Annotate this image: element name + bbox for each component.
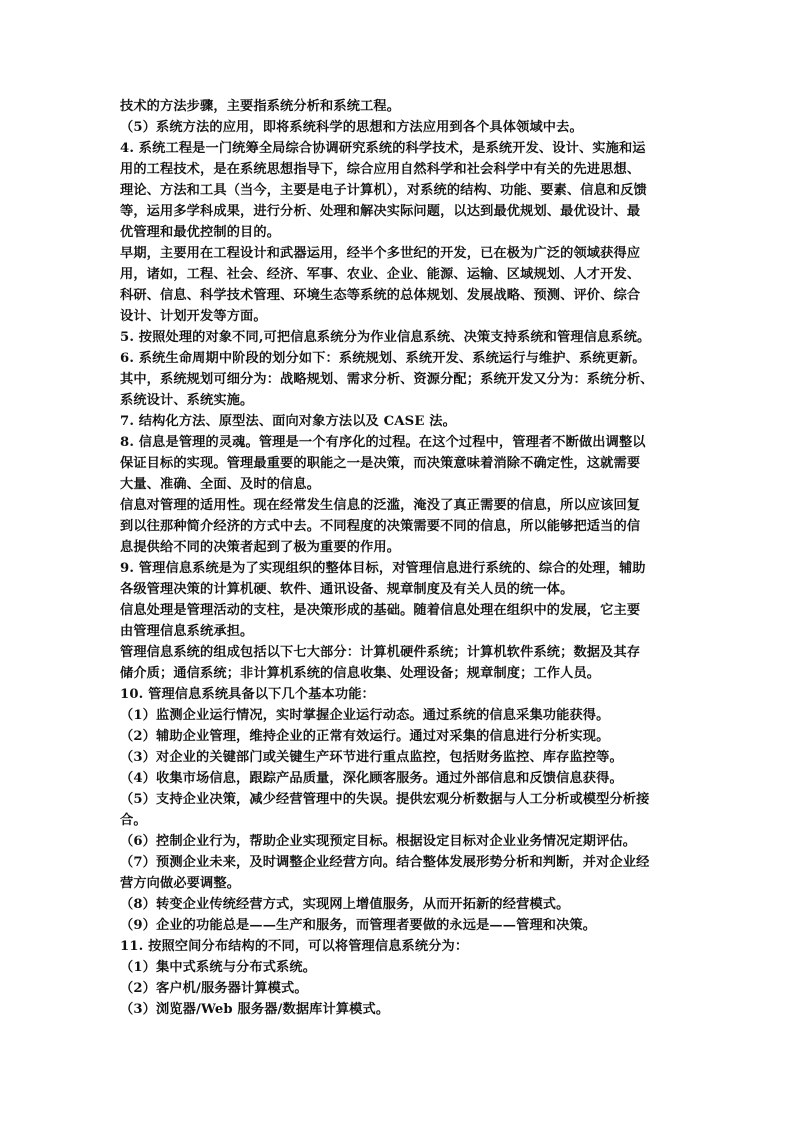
text-line: 大量、准确、全面、及时的信息。	[120, 477, 321, 492]
text-line: 营方向做必要调整。	[120, 876, 241, 891]
text-line: （2）辅助企业管理，维持企业的正常有效运行。通过对采集的信息进行分析实现。	[120, 729, 610, 744]
text-line: 4. 系统工程是一门统筹全局综合协调研究系统的科学技术，是系统开发、设计、实施和运	[120, 141, 646, 156]
text-line: （5）系统方法的应用，即将系统科学的思想和方法应用到各个具体领域中去。	[120, 120, 583, 135]
text-line: 信息处理是管理活动的支柱，是决策形成的基础。随着信息处理在组织中的发展，它主要	[120, 603, 641, 618]
text-line: 息提供给不同的决策者起到了极为重要的作用。	[120, 540, 401, 555]
text-line: 科研、信息、科学技术管理、环境生态等系统的总体规划、发展战略、预测、评价、综合	[120, 288, 641, 303]
text-line: 系统设计、系统实施。	[120, 393, 254, 408]
text-line: 8. 信息是管理的灵魂。管理是一个有序化的过程。在这个过程中，管理者不断做出调整以	[120, 435, 646, 450]
text-line: 早期，主要用在工程设计和武器运用，经半个多世纪的开发，已在极为广泛的领域获得应	[120, 246, 641, 261]
text-line: 等，运用多学科成果，进行分析、处理和解决实际问题，以达到最优规划、最优设计、最	[120, 204, 641, 219]
text-line: （4）收集市场信息，跟踪产品质量，深化顾客服务。通过外部信息和反馈信息获得。	[120, 771, 623, 786]
text-line: 保证目标的实现。管理最重要的职能之一是决策，而决策意味着消除不确定性，这就需要	[120, 456, 641, 471]
text-line: 10. 管理信息系统具备以下几个基本功能：	[120, 687, 375, 702]
text-line: （6）控制企业行为，帮助企业实现预定目标。根据设定目标对企业业务情况定期评估。	[120, 834, 637, 849]
text-line: 设计、计划开发等方面。	[120, 309, 267, 324]
text-line: （3）浏览器/Web 服务器/数据库计算模式。	[120, 1002, 390, 1017]
text-line: （9）企业的功能总是——生产和服务，而管理者要做的永远是——管理和决策。	[120, 918, 597, 933]
text-line: 6. 系统生命周期中阶段的划分如下：系统规划、系统开发、系统运行与维护、系统更新。	[120, 351, 646, 366]
text-line: 7. 结构化方法、原型法、面向对象方法以及 CASE 法。	[120, 414, 456, 429]
document-page	[120, 96, 685, 1020]
text-line: （8）转变企业传统经营方式，实现网上增值服务，从而开拓新的经营模式。	[120, 897, 570, 912]
text-line: 理论、方法和工具（当今，主要是电子计算机），对系统的结构、功能、要素、信息和反馈	[120, 183, 647, 198]
text-line: 9. 管理信息系统是为了实现组织的整体目标，对管理信息进行系统的、综合的处理，辅助	[120, 561, 646, 576]
text-line: 11. 按照空间分布结构的不同，可以将管理信息系统分为：	[120, 939, 469, 954]
text-line: （3）对企业的关键部门或关键生产环节进行重点监控，包括财务监控、库存监控等。	[120, 750, 623, 765]
text-line: （2）客户机/服务器计算模式。	[120, 981, 308, 996]
text-line: 由管理信息系统承担。	[120, 624, 254, 639]
text-line: 到以往那种简介经济的方式中去。不同程度的决策需要不同的信息，所以能够把适当的信	[120, 519, 641, 534]
text-line: （7）预测企业未来，及时调整企业经营方向。结合整体发展形势分析和判断，并对企业经	[120, 855, 650, 870]
text-line: 信息对管理的适用性。现在经常发生信息的泛滥，淹没了真正需要的信息，所以应该回复	[120, 498, 641, 513]
text-line: （5）支持企业决策，减少经营管理中的失误。提供宏观分析数据与人工分析或模型分析接	[120, 792, 650, 807]
text-line: 合。	[120, 813, 147, 828]
text-line: 用的工程技术，是在系统思想指导下，综合应用自然科学和社会科学中有关的先进思想、	[120, 162, 641, 177]
text-line: 技术的方法步骤，主要指系统分析和系统工程。	[120, 99, 401, 114]
text-line: 用，诸如，工程、社会、经济、军事、农业、企业、能源、运输、区域规划、人才开发、	[120, 267, 641, 282]
text-line: （1）监测企业运行情况，实时掌握企业运行动态。通过系统的信息采集功能获得。	[120, 708, 610, 723]
text-line: （1）集中式系统与分布式系统。	[120, 960, 317, 975]
text-line: 5. 按照处理的对象不同,可把信息系统分为作业信息系统、决策支持系统和管理信息系统。	[120, 330, 651, 345]
text-line: 各级管理决策的计算机硬、软件、通讯设备、规章制度及有关人员的统一体。	[120, 582, 574, 597]
text-line: 储介质；通信系统；非计算机系统的信息收集、处理设备；规章制度；工作人员。	[120, 666, 601, 681]
text-line: 优管理和最优控制的目的。	[120, 225, 281, 240]
text-line: 其中，系统规划可细分为：战略规划、需求分析、资源分配；系统开发又分为：系统分析、	[120, 372, 654, 387]
text-line: 管理信息系统的组成包括以下七大部分：计算机硬件系统；计算机软件系统；数据及其存	[120, 645, 641, 660]
